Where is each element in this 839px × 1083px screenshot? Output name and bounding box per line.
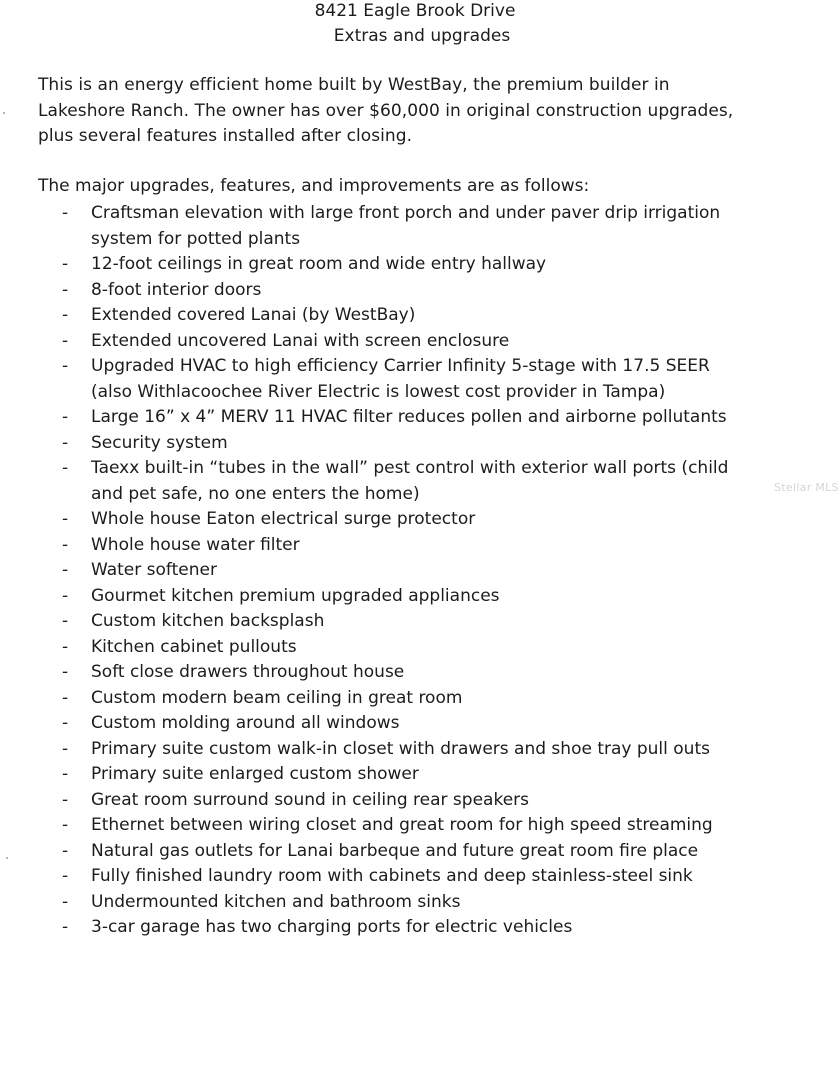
list-item	[0, 762, 831, 788]
intro-line: Lakeshore Ranch. The owner has over $60,000 in original construction upgrades,	[38, 100, 734, 121]
list-item-line: Primary suite enlarged custom shower	[91, 764, 419, 784]
bullet-dash: -	[62, 764, 69, 784]
bullet-dash: -	[62, 636, 69, 657]
list-item	[0, 252, 831, 278]
list-item-line: Natural gas outlets for Lanai barbeque and future great room fire place	[91, 840, 699, 861]
list-item	[0, 329, 831, 355]
bullet-dash: -	[62, 356, 69, 376]
list-item-text	[91, 788, 781, 814]
bullet-dash: -	[62, 407, 69, 427]
bullet-dash: -	[62, 585, 69, 606]
list-item	[0, 303, 831, 329]
list-item	[0, 507, 831, 533]
list-item	[0, 813, 831, 839]
list-item	[0, 915, 831, 941]
list-item	[0, 584, 831, 610]
list-item-text	[91, 456, 781, 507]
scan-speck	[3, 112, 5, 114]
bullet-dash: -	[62, 203, 69, 223]
list-item	[0, 533, 831, 559]
list-item-line: Whole house Eaton electrical surge protector	[91, 509, 476, 529]
list-item-line: Taexx built-in “tubes in the wall” pest control with exterior wall ports (child	[91, 458, 729, 478]
intro-paragraph	[38, 73, 738, 150]
list-item-text	[91, 354, 781, 405]
list-item-line: Ethernet between wiring closet and great room for high speed streaming	[91, 815, 713, 835]
list-item	[0, 660, 831, 686]
list-item	[0, 635, 831, 661]
list-item-line: Upgraded HVAC to high efficiency Carrier Infinity 5-stage with 17.5 SEER	[91, 356, 710, 376]
list-item-line: Extended uncovered Lanai with screen enclosure	[91, 330, 510, 351]
list-item-line: Water softener	[91, 560, 217, 580]
list-item-text	[91, 915, 781, 941]
list-item	[0, 278, 831, 304]
list-item-line: system for potted plants	[91, 228, 301, 249]
bullet-dash: -	[62, 330, 69, 351]
list-item-line: Gourmet kitchen premium upgraded appliances	[91, 585, 500, 606]
list-item-text	[91, 507, 781, 533]
list-item-line: 12-foot ceilings in great room and wide entry hallway	[91, 254, 547, 274]
bullet-dash: -	[62, 917, 69, 937]
list-item-line: Undermounted kitchen and bathroom sinks	[91, 891, 461, 912]
list-item-line: Primary suite custom walk-in closet with drawers and shoe tray pull outs	[91, 738, 710, 759]
bullet-dash: -	[62, 815, 69, 835]
list-lead-sentence: The major upgrades, features, and improvements are as follows:	[38, 176, 590, 196]
intro-line: plus several features installed after closing.	[38, 126, 413, 146]
list-item	[0, 737, 831, 763]
property-address: 8421 Eagle Brook Drive	[314, 1, 516, 21]
list-item-line: Large 16” x 4” MERV 11 HVAC filter reduces pollen and airborne pollutants	[91, 407, 727, 427]
list-item-line: Fully finished laundry room with cabinets and deep stainless-steel sink	[91, 866, 693, 886]
list-item-text	[91, 839, 781, 865]
list-item	[0, 609, 831, 635]
list-item	[0, 456, 831, 507]
list-item-text	[91, 329, 781, 355]
list-item-line: Craftsman elevation with large front porch and under paver drip irrigation	[91, 203, 721, 223]
scan-speck	[6, 857, 8, 859]
document-title	[0, 0, 831, 49]
list-item-text	[91, 609, 781, 635]
bullet-dash: -	[62, 840, 69, 861]
bullet-dash: -	[62, 560, 69, 580]
document-subtitle: Extras and upgrades	[333, 26, 511, 46]
bullet-dash: -	[62, 866, 69, 886]
list-item-line: Whole house water filter	[91, 534, 300, 555]
list-item	[0, 711, 831, 737]
list-item-text	[91, 303, 781, 329]
list-item-text	[91, 762, 781, 788]
bullet-dash: -	[62, 254, 69, 274]
bullet-dash: -	[62, 534, 69, 555]
list-item-text	[91, 201, 781, 252]
list-item	[0, 686, 831, 712]
list-item-text	[91, 890, 781, 916]
list-item-line: Custom molding around all windows	[91, 713, 400, 733]
bullet-dash: -	[62, 789, 69, 810]
list-item	[0, 864, 831, 890]
bullet-dash: -	[62, 305, 69, 325]
bullet-dash: -	[62, 458, 69, 478]
list-item-line: Custom modern beam ceiling in great room	[91, 687, 463, 708]
list-item	[0, 354, 831, 405]
bullet-dash: -	[62, 687, 69, 708]
list-item-text	[91, 813, 781, 839]
intro-line: This is an energy efficient home built by WestBay, the premium builder in	[38, 75, 670, 95]
list-item	[0, 558, 831, 584]
list-item-text	[91, 405, 781, 431]
watermark: Stellar MLS	[774, 481, 839, 494]
bullet-dash: -	[62, 891, 69, 912]
list-item	[0, 201, 831, 252]
list-item-text	[91, 252, 781, 278]
bullet-dash: -	[62, 509, 69, 529]
list-item-text	[91, 660, 781, 686]
list-item-text	[91, 558, 781, 584]
list-item	[0, 431, 831, 457]
list-item	[0, 839, 831, 865]
list-item-text	[91, 737, 781, 763]
list-item-text	[91, 431, 781, 457]
list-item-line: Great room surround sound in ceiling rear speakers	[91, 789, 529, 810]
list-item	[0, 405, 831, 431]
list-item-text	[91, 278, 781, 304]
list-item-text	[91, 711, 781, 737]
bullet-dash: -	[62, 279, 69, 300]
list-item-text	[91, 584, 781, 610]
list-item	[0, 788, 831, 814]
list-item-text	[91, 533, 781, 559]
list-item-line: Custom kitchen backsplash	[91, 611, 325, 631]
bullet-dash: -	[62, 662, 69, 682]
list-item-line: and pet safe, no one enters the home)	[91, 483, 420, 504]
bullet-dash: -	[62, 738, 69, 759]
list-item-text	[91, 635, 781, 661]
list-item-line: Kitchen cabinet pullouts	[91, 636, 297, 657]
list-item-text	[91, 686, 781, 712]
list-item-line: (also Withlacoochee River Electric is lowest cost provider in Tampa)	[91, 381, 666, 402]
bullet-dash: -	[62, 432, 69, 453]
list-item-line: Soft close drawers throughout house	[91, 662, 405, 682]
list-item-line: Extended covered Lanai (by WestBay)	[91, 305, 416, 325]
list-item-line: 8-foot interior doors	[91, 279, 262, 300]
list-item-line: Security system	[91, 432, 228, 453]
bullet-dash: -	[62, 611, 69, 631]
list-item-line: 3-car garage has two charging ports for electric vehicles	[91, 917, 573, 937]
list-item-text	[91, 864, 781, 890]
list-item	[0, 890, 831, 916]
bullet-dash: -	[62, 713, 69, 733]
